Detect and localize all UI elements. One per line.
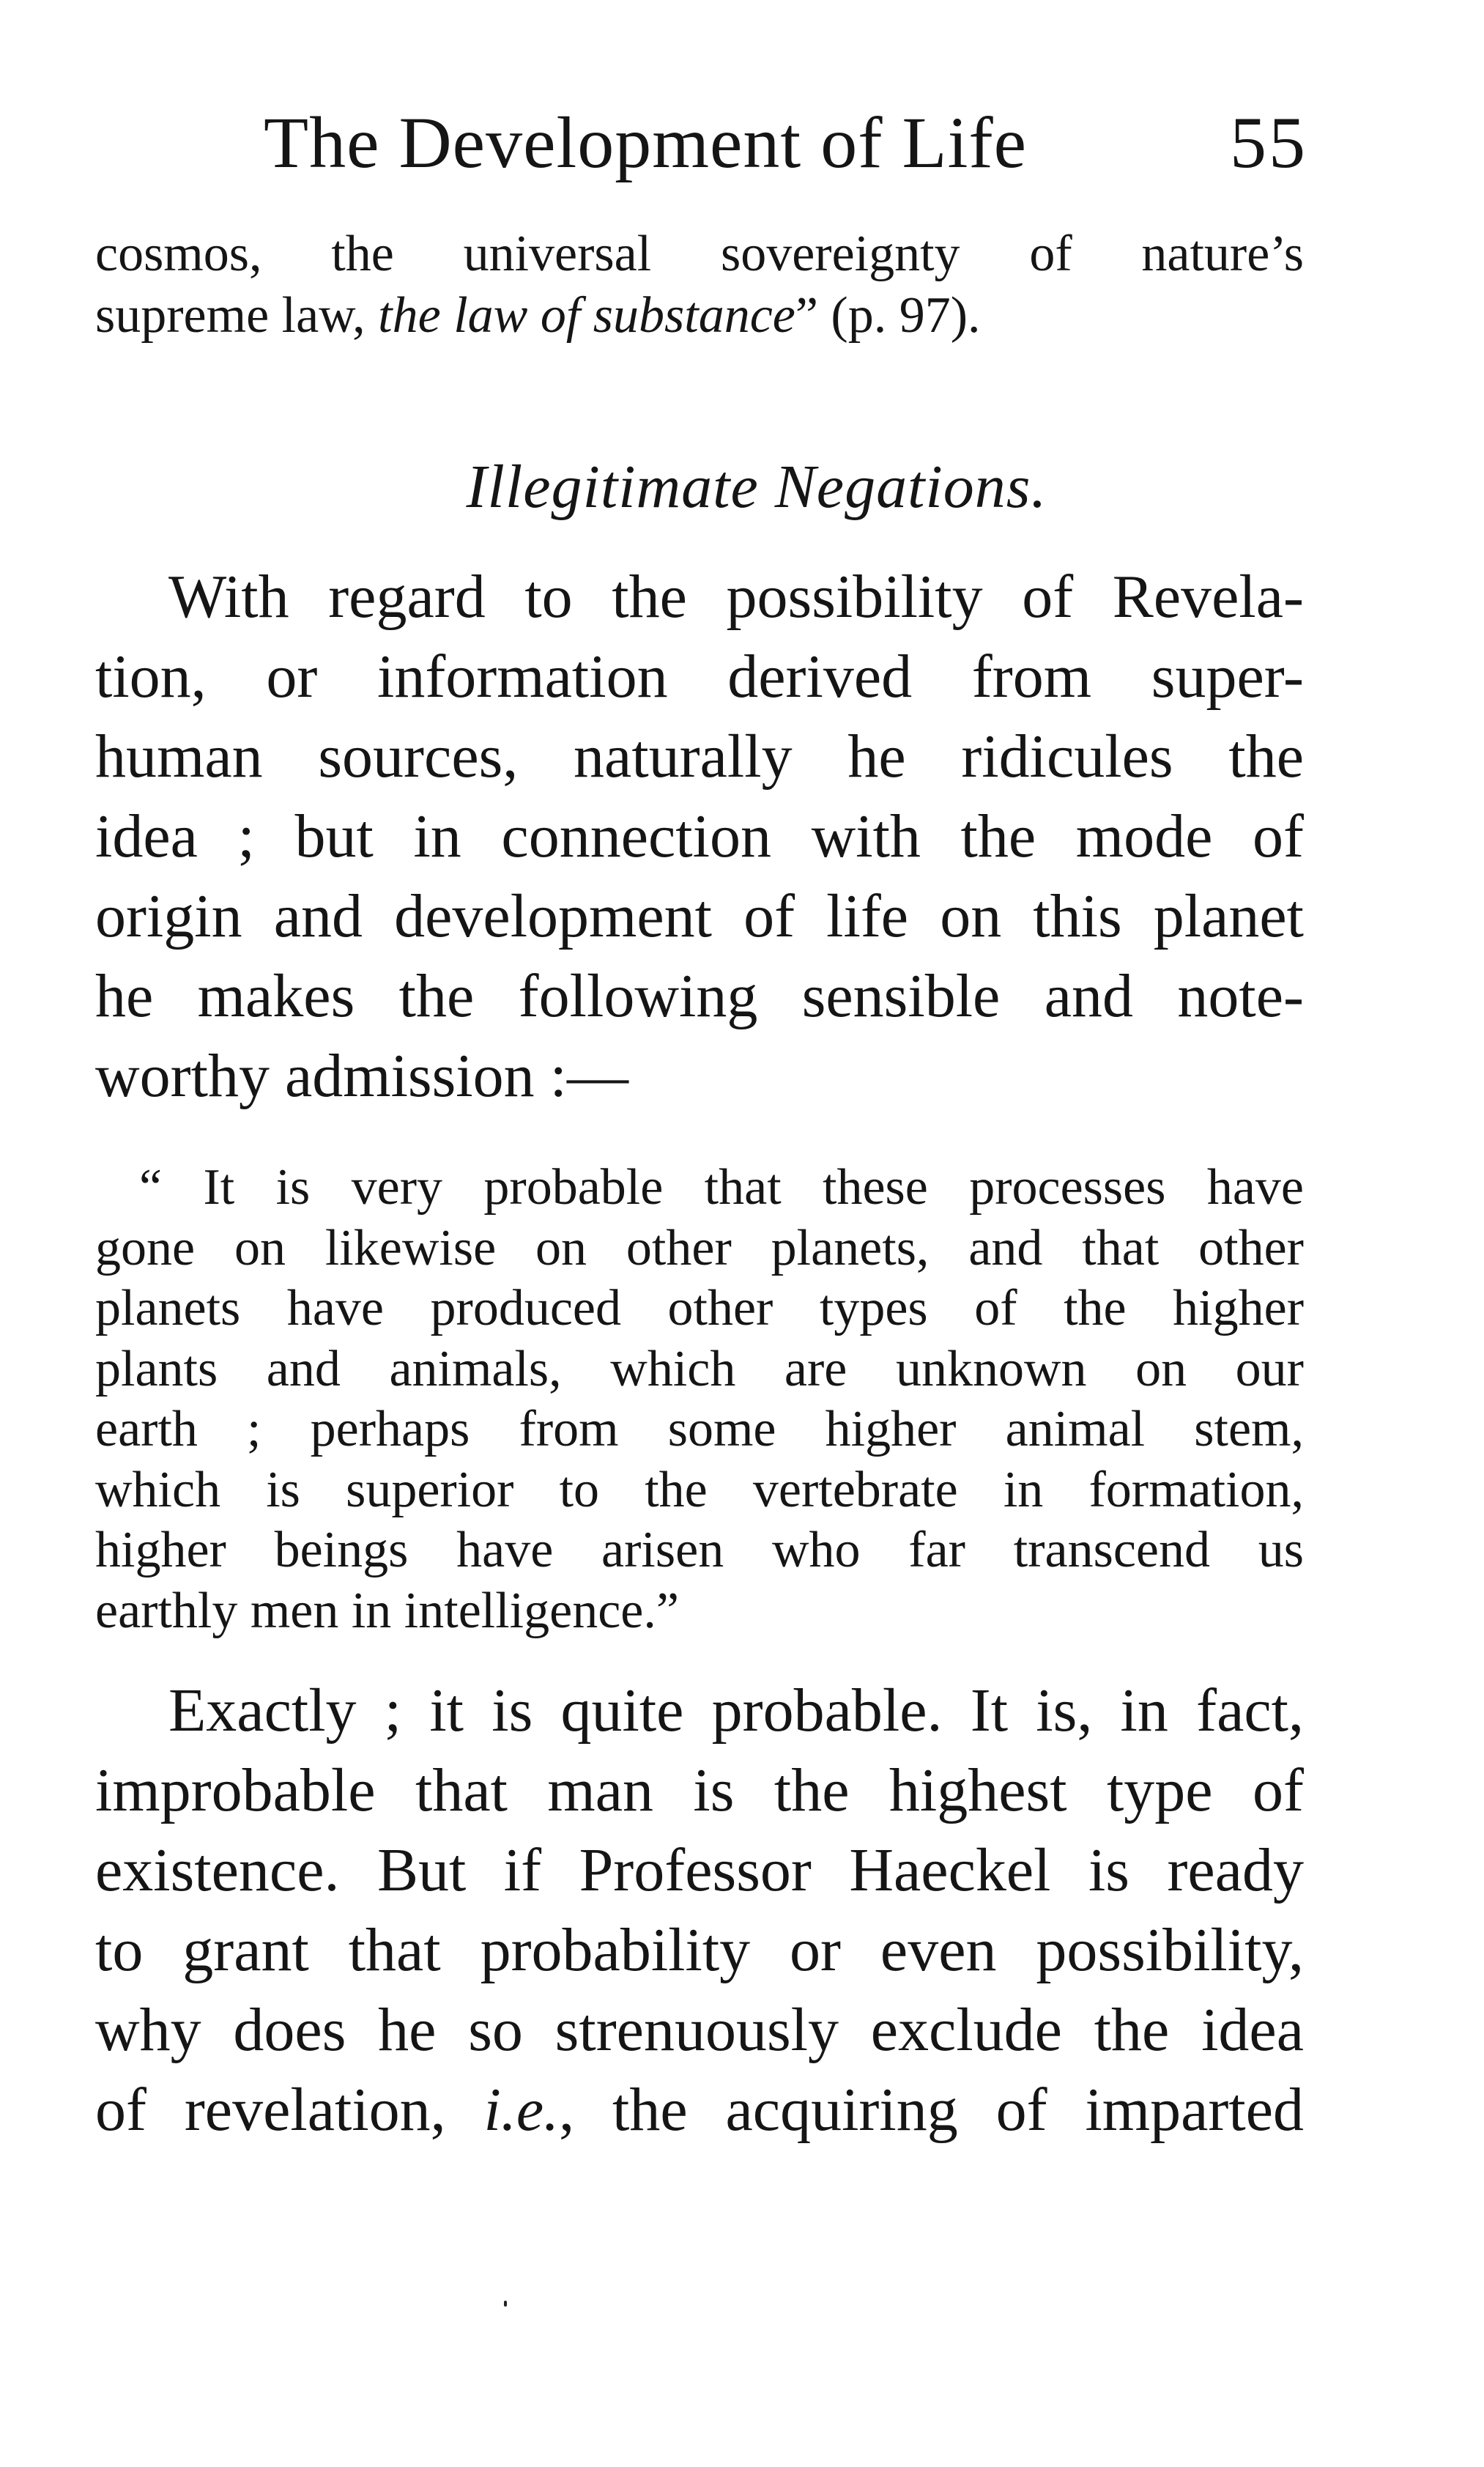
text-line: origin and development of life on this planet	[95, 882, 1304, 950]
text-line: to grant that probability or even possibility,	[95, 1916, 1304, 1984]
italic-title: the law of substance	[378, 287, 795, 344]
text-span: ” (p. 97).	[795, 287, 981, 344]
running-head	[264, 88, 1307, 198]
text-line	[95, 2070, 1304, 2150]
text-line: tion, or information derived from super-	[95, 643, 1304, 711]
text-line: human sources, naturally he ridicules the	[95, 722, 1304, 791]
text-line: worthy admission :—	[95, 1042, 628, 1110]
text-line: idea ; but in connection with the mode of	[95, 802, 1304, 870]
text-line: Exactly ; it is quite probable. It is, in fact,	[168, 1676, 1304, 1745]
quote-line: which is superior to the vertebrate in formation,	[95, 1461, 1304, 1518]
running-head-title: The Development of Life	[264, 102, 1028, 183]
intro-paragraph	[95, 223, 1304, 347]
text-line: With regard to the possibility of Revela-	[168, 563, 1304, 631]
text-line: cosmos, the universal sovereignty of nature’s	[95, 226, 1304, 282]
text-line: he makes the following sensible and note-	[95, 962, 1304, 1030]
quote-line: higher beings have arisen who far transcend us	[95, 1522, 1304, 1578]
quote-line: planets have produced other types of the higher	[95, 1280, 1304, 1336]
paragraph	[95, 557, 1304, 1116]
page-number: 55	[1230, 102, 1307, 183]
quote-line: earthly men in intelligence.”	[95, 1582, 679, 1639]
text-line	[95, 285, 1304, 347]
text-line: improbable that man is the highest type of	[95, 1756, 1304, 1824]
quote-line: earth ; perhaps from some higher animal stem,	[95, 1401, 1304, 1457]
text-span: , the acquiring of imparted	[559, 2076, 1304, 2144]
paragraph	[95, 1671, 1304, 2150]
text-span: supreme law,	[95, 287, 379, 344]
section-heading: Illegitimate Negations.	[466, 453, 1047, 521]
italic-abbreviation: i.e.	[483, 2076, 560, 2144]
block-quote	[95, 1158, 1304, 1641]
print-speck	[504, 2301, 507, 2307]
text-line: existence. But if Professor Haeckel is ready	[95, 1836, 1304, 1904]
text-line: why does he so strenuously exclude the idea	[95, 1996, 1304, 2064]
quote-line: gone on likewise on other planets, and that other	[95, 1219, 1304, 1276]
quote-line: plants and animals, which are unknown on our	[95, 1340, 1304, 1397]
text-span: of revelation,	[95, 2076, 484, 2144]
quote-line: “ It is very probable that these processes have	[139, 1159, 1304, 1216]
